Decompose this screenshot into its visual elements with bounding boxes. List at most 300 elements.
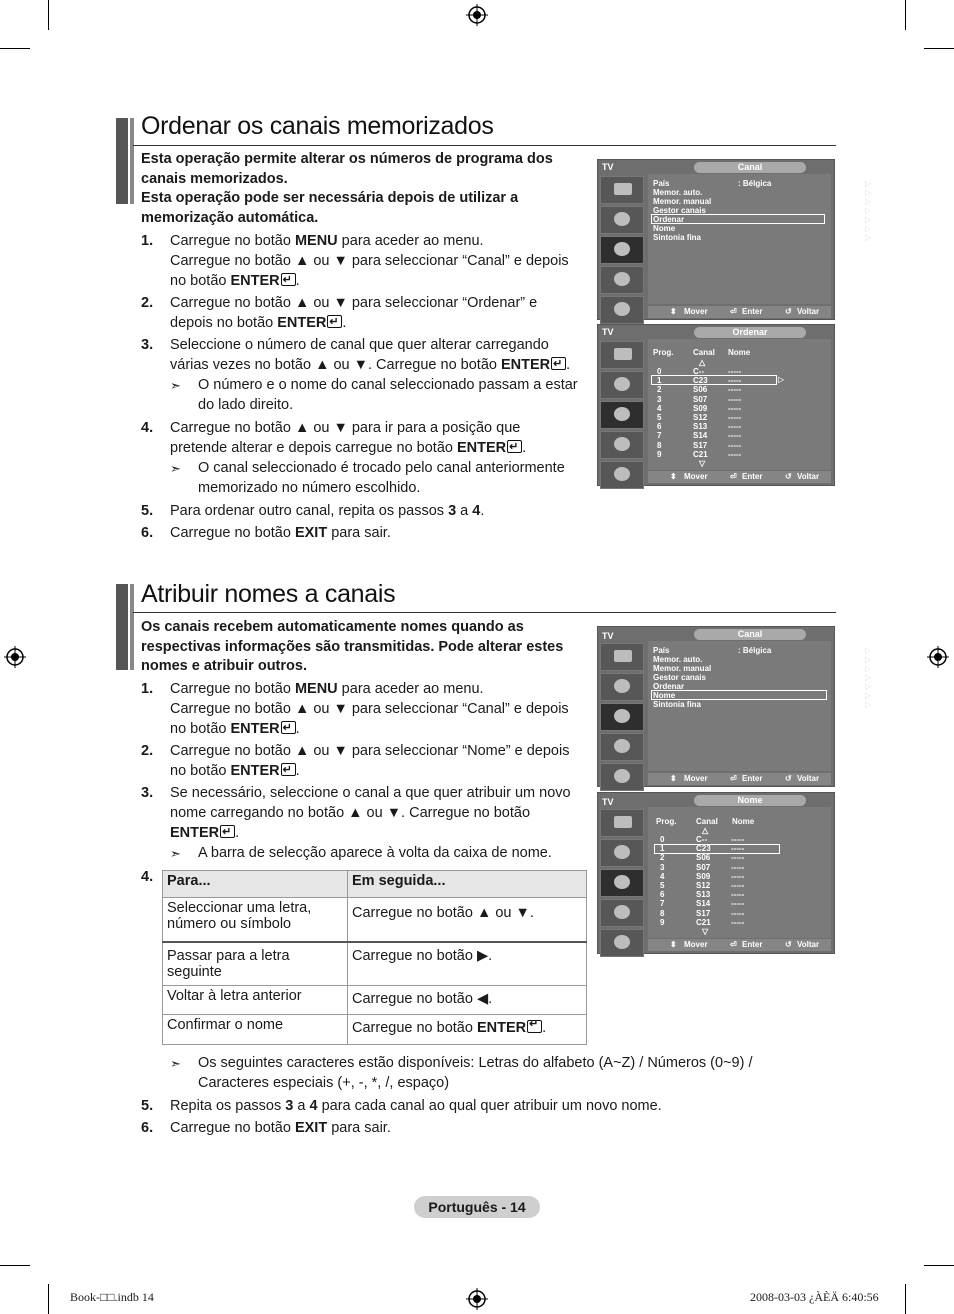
crop-mark <box>48 1284 49 1314</box>
channel-cell: 6 <box>657 422 662 432</box>
section-intro <box>141 618 581 677</box>
crop-mark <box>924 1265 954 1266</box>
note <box>170 459 590 499</box>
setup-icon <box>600 899 644 927</box>
channel-cell: S09 <box>693 403 708 413</box>
channel-icon <box>600 401 644 429</box>
tv-label: TV <box>602 327 614 337</box>
menu-sidebar <box>600 809 646 959</box>
return-icon: ↺ <box>785 307 792 316</box>
footer-enter: Enter <box>742 472 763 481</box>
step-text: Para ordenar outro canal, repita os passos <box>170 503 449 519</box>
note-arrow-icon: ➣ <box>170 1056 181 1071</box>
step-number: 1. <box>141 681 154 697</box>
registration-mark-icon <box>927 646 949 668</box>
channel-cell: S09 <box>696 871 711 881</box>
channel-cell: 9 <box>660 917 665 927</box>
menu-footer <box>648 306 831 318</box>
menu-item: Ordenar <box>653 215 685 224</box>
tv-menu-ordenar <box>597 324 835 486</box>
step-number: 2. <box>141 295 154 311</box>
crop-mark <box>0 48 30 49</box>
key-name: ENTER <box>277 315 327 331</box>
step-text: Repita os passos <box>170 1098 286 1114</box>
table-row <box>163 898 587 942</box>
footer-back: Voltar <box>797 774 820 783</box>
footer-back: Voltar <box>797 307 820 316</box>
input-icon <box>600 296 644 324</box>
step-text: para sair. <box>327 1120 391 1136</box>
step-text: para aceder ao menu. <box>337 681 484 697</box>
menu-title: Ordenar <box>694 327 806 338</box>
menu-footer <box>648 939 831 951</box>
step-4 <box>141 867 161 887</box>
section-title: Ordenar os canais memorizados <box>141 112 494 140</box>
menu-footer <box>648 471 831 483</box>
cell-text: Carregue no botão <box>352 1020 477 1036</box>
arrow-right-icon: ▷ <box>865 682 872 691</box>
key-name: ENTER <box>500 357 551 373</box>
arrow-right-icon: ▷ <box>865 188 872 197</box>
enter-icon <box>220 825 235 838</box>
step-text: várias vezes no botão ▲ ou ▼. Carregue no botão <box>170 357 501 373</box>
channel-cell: 6 <box>660 890 665 900</box>
menu-sidebar <box>600 341 646 491</box>
channel-cell: S14 <box>696 899 711 909</box>
step-text: pretende alterar e depois carregue no botão <box>170 440 457 456</box>
footer-enter: Enter <box>742 774 763 783</box>
step-text: a <box>456 503 473 519</box>
note <box>170 1054 770 1094</box>
step-1: 1. Carregue no botão MENU para aceder ao menu. Carregue no botão ▲ ou ▼ para seleccionar “Canal” e depois no botão ENTER↵ . <box>141 679 591 739</box>
channel-cell: S06 <box>696 853 711 863</box>
move-icon: ⬍ <box>670 940 677 949</box>
step-6 <box>141 1118 591 1138</box>
menu-sidebar <box>600 176 646 326</box>
enter-icon: ⏎ <box>730 940 737 949</box>
note-arrow-icon: ➣ <box>170 461 181 476</box>
channel-cell: 5 <box>660 881 665 890</box>
channel-cell: ----- <box>728 422 742 432</box>
step-text: nome carregando no botão ▲ ou ▼. Carregue no botão <box>170 805 531 821</box>
menu-list <box>648 641 872 771</box>
move-icon: ⬍ <box>670 307 677 316</box>
channel-cell: 9 <box>657 449 662 459</box>
table-row <box>163 1015 587 1045</box>
enter-icon <box>527 1020 542 1033</box>
arrow-right-icon: ▷ <box>865 215 872 224</box>
picture-icon <box>600 341 644 369</box>
arrow-right-icon: ▷ <box>865 233 872 242</box>
enter-icon <box>281 273 296 286</box>
table-header-row <box>163 871 587 898</box>
selection-highlight <box>651 375 777 385</box>
channel-cell: ----- <box>731 862 745 872</box>
note-text: Os seguintes caracteres estão disponíveis: Letras do alfabeto (A~Z) / Números (0~9) / Caracteres especiais (+, -, *, /, espaço) <box>198 1055 753 1091</box>
channel-cell: S13 <box>696 890 711 900</box>
sound-icon <box>600 206 644 234</box>
column-header: Prog. <box>656 817 677 826</box>
channel-cell: 2 <box>657 385 662 395</box>
enter-icon: ⏎ <box>730 472 737 481</box>
selection-highlight <box>651 214 825 224</box>
column-header: Nome <box>728 348 751 357</box>
footer-back: Voltar <box>797 472 820 481</box>
arrow-right-icon: ▷ <box>865 700 872 709</box>
crop-mark <box>48 0 49 30</box>
channel-cell: ----- <box>728 431 742 441</box>
table-header: Em seguida... <box>348 871 587 898</box>
menu-title: Canal <box>694 629 806 640</box>
input-icon <box>600 929 644 957</box>
step-3: 3. Seleccione o número de canal que quer alterar carregando várias vezes no botão ▲ ou ▼. Carregue no botão ENTER↵ . <box>141 335 591 375</box>
channel-list <box>648 339 831 470</box>
enter-icon <box>281 721 296 734</box>
step-number: 4. <box>141 869 154 885</box>
key-name: ENTER <box>170 825 220 841</box>
arrow-right-icon: ▷ <box>865 673 872 682</box>
footer-enter: Enter <box>742 307 763 316</box>
step-2: 2. Carregue no botão ▲ ou ▼ para seleccionar “Nome” e depois no botão ENTER↵ . <box>141 741 591 781</box>
section-intro <box>141 150 581 228</box>
step-text: para sair. <box>327 525 391 541</box>
tv-label: TV <box>602 162 614 172</box>
selection-highlight <box>651 690 827 700</box>
key-name: MENU <box>294 681 338 697</box>
step-6 <box>141 523 591 543</box>
channel-cell: C-- <box>693 367 705 376</box>
step-text: para aceder ao menu. <box>337 233 484 249</box>
channel-cell: S12 <box>693 413 708 422</box>
table-cell: Passar para a letra seguinte <box>163 942 348 986</box>
arrow-right-icon: ▷ <box>865 224 872 233</box>
step-2: 2. Carregue no botão ▲ ou ▼ para seleccionar “Ordenar” e depois no botão ENTER↵ . <box>141 293 591 333</box>
arrow-right-icon: ▷ <box>865 206 872 215</box>
channel-cell: C23 <box>696 844 711 854</box>
step-number: 4. <box>141 420 154 436</box>
registration-mark-icon <box>4 646 26 668</box>
channel-cell: C-- <box>696 835 708 844</box>
step-ref: 3 <box>448 503 457 519</box>
sound-icon <box>600 371 644 399</box>
menu-footer <box>648 773 831 785</box>
channel-cell: S07 <box>693 394 708 404</box>
menu-item: Sintonia fina <box>653 700 701 709</box>
column-header: Canal <box>693 348 715 357</box>
footer-move: Mover <box>684 472 708 481</box>
return-icon: ↺ <box>785 472 792 481</box>
channel-cell: 4 <box>657 403 662 413</box>
step-4: 4. Carregue no botão ▲ ou ▼ para ir para a posição que pretende alterar e depois carregue no botão ENTER↵ . <box>141 418 591 458</box>
channel-cell: ----- <box>731 917 745 927</box>
menu-item: Gestor canais <box>653 206 706 215</box>
step-text: Carregue no botão ▲ ou ▼ para seleccionar “Ordenar” e <box>170 295 538 311</box>
step-text: Carregue no botão <box>170 525 295 541</box>
step-number: 5. <box>141 503 154 519</box>
channel-cell: ----- <box>731 871 745 881</box>
channel-cell: ----- <box>728 385 742 395</box>
intro-paragraph: Esta operação permite alterar os números de programa dos canais memorizados. <box>141 151 553 187</box>
section-accent-bar <box>116 584 128 670</box>
note-text: O número e o nome do canal seleccionado passam a estar do lado direito. <box>198 377 578 413</box>
note-arrow-icon: ➣ <box>170 378 181 393</box>
arrow-right-icon: ▷ <box>865 691 872 700</box>
step-text: Carregue no botão ▲ ou ▼ para seleccionar “Nome” e depois <box>170 743 570 759</box>
return-icon: ↺ <box>785 940 792 949</box>
table-cell: Voltar à letra anterior <box>163 986 348 1015</box>
enter-icon <box>551 357 566 370</box>
channel-list <box>648 807 831 938</box>
menu-item: Nome <box>653 224 676 233</box>
channel-cell: 3 <box>657 394 662 404</box>
step-3: 3. Se necessário, seleccione o canal a que quer atribuir um novo nome carregando no botão ▲ ou ▼. Carregue no botão ENTER↵ . <box>141 783 591 843</box>
arrow-right-icon: ▷ <box>778 375 785 384</box>
column-header: Nome <box>732 817 755 826</box>
table-cell: Carregue no botão ENTER↵ . <box>348 1015 587 1045</box>
setup-icon <box>600 266 644 294</box>
menu-value: : Bélgica <box>738 179 772 188</box>
menu-item: Gestor canais <box>653 673 706 682</box>
section-rule <box>133 612 836 613</box>
arrow-right-icon: ▷ <box>865 179 872 188</box>
naming-table <box>162 870 587 1045</box>
channel-cell: 8 <box>660 908 665 918</box>
menu-item: País <box>653 179 670 188</box>
channel-cell: ----- <box>728 413 742 422</box>
channel-cell: 2 <box>660 853 665 863</box>
scroll-down-icon: ▽ <box>702 927 709 936</box>
sound-icon <box>600 673 644 701</box>
step-text: Carregue no botão <box>170 233 295 249</box>
key-name: EXIT <box>294 1120 328 1136</box>
channel-cell: ----- <box>728 403 742 413</box>
channel-cell: ----- <box>731 899 745 909</box>
menu-value: : Bélgica <box>738 646 772 655</box>
arrow-right-icon: ▷ <box>865 646 872 655</box>
channel-icon <box>600 703 644 731</box>
channel-cell: ----- <box>731 844 745 854</box>
move-icon: ⬍ <box>670 774 677 783</box>
step-text: Carregue no botão <box>170 681 295 697</box>
input-icon <box>600 763 644 791</box>
channel-cell: ----- <box>728 394 742 404</box>
footer-move: Mover <box>684 774 708 783</box>
tv-menu-canal-nome <box>597 626 872 787</box>
channel-cell: 8 <box>657 440 662 450</box>
column-header: Canal <box>696 817 718 826</box>
channel-cell: 5 <box>657 413 662 422</box>
menu-item: Memor. manual <box>653 197 712 206</box>
enter-icon: ⏎ <box>730 307 737 316</box>
table-cell: Seleccionar uma letra, número ou símbolo <box>163 898 348 942</box>
scroll-up-icon: △ <box>702 826 709 835</box>
channel-cell: 0 <box>657 367 662 376</box>
step-1: 1. Carregue no botão MENU para aceder ao menu. Carregue no botão ▲ ou ▼ para seleccionar “Canal” e depois no botão ENTER↵ . <box>141 231 591 291</box>
menu-item: Memor. manual <box>653 664 712 673</box>
channel-cell: 3 <box>660 862 665 872</box>
channel-cell: ----- <box>728 367 742 376</box>
step-ref: 4 <box>472 503 481 519</box>
footer-enter: Enter <box>742 940 763 949</box>
scroll-down-icon: ▽ <box>699 459 706 468</box>
arrow-right-icon: ▷ <box>865 655 872 664</box>
step-5 <box>141 501 591 521</box>
footer-move: Mover <box>684 940 708 949</box>
step-number: 3. <box>141 785 154 801</box>
enter-icon <box>327 315 342 328</box>
key-name: EXIT <box>294 525 328 541</box>
channel-cell: ----- <box>728 449 742 459</box>
channel-cell: C21 <box>696 917 711 927</box>
step-text: Carregue no botão ▲ ou ▼ para seleccionar “Canal” e depois <box>170 253 569 269</box>
key-name: ENTER <box>230 273 280 289</box>
scroll-up-icon: △ <box>699 358 706 367</box>
channel-cell: S13 <box>693 422 708 432</box>
channel-cell: C23 <box>693 376 708 386</box>
step-number: 3. <box>141 337 154 353</box>
tv-menu-canal-ordenar <box>597 159 872 320</box>
channel-cell: ----- <box>728 376 742 386</box>
step-text: no botão <box>170 273 231 289</box>
section-title: Atribuir nomes a canais <box>141 580 396 608</box>
menu-title: Nome <box>694 795 806 806</box>
note <box>170 844 590 864</box>
key-name: ENTER <box>456 440 507 456</box>
channel-cell: S17 <box>693 440 708 450</box>
print-footer-left: Book-□□.indb 14 <box>70 1290 154 1304</box>
step-number: 6. <box>141 525 154 541</box>
channel-cell: 0 <box>660 835 665 844</box>
channel-icon <box>600 236 644 264</box>
input-icon <box>600 461 644 489</box>
tv-label: TV <box>602 631 614 641</box>
channel-cell: S07 <box>696 862 711 872</box>
step-number: 5. <box>141 1098 154 1114</box>
table-row <box>163 986 587 1015</box>
registration-mark-icon <box>466 1288 488 1310</box>
channel-icon <box>600 869 644 897</box>
step-number: 2. <box>141 743 154 759</box>
menu-item: País <box>653 646 670 655</box>
table-cell: Carregue no botão ▶. <box>348 942 587 986</box>
channel-cell: 4 <box>660 871 665 881</box>
intro-paragraph: Esta operação pode ser necessária depois de utilizar a memorização automática. <box>141 190 519 226</box>
step-5 <box>141 1096 761 1116</box>
key-name: ENTER <box>230 721 280 737</box>
menu-item: Nome <box>653 691 676 700</box>
channel-cell: ----- <box>731 835 745 844</box>
step-text: Carregue no botão ▲ ou ▼ para seleccionar “Canal” e depois <box>170 701 569 717</box>
menu-item: Memor. auto. <box>653 188 703 197</box>
print-footer-right: 2008-03-03 ¿ÀÈÄ 6:40:56 <box>750 1290 879 1304</box>
return-icon: ↺ <box>785 774 792 783</box>
step-number: 6. <box>141 1120 154 1136</box>
step-text: Seleccione o número de canal que quer alterar carregando <box>170 337 549 353</box>
column-header: Prog. <box>653 348 674 357</box>
channel-cell: 7 <box>657 431 662 441</box>
channel-cell: 7 <box>660 899 665 909</box>
channel-cell: ----- <box>731 881 745 890</box>
table-cell: Carregue no botão ▲ ou ▼. <box>348 898 587 942</box>
step-text: depois no botão <box>170 315 278 331</box>
channel-cell: S06 <box>693 385 708 395</box>
setup-icon <box>600 431 644 459</box>
step-text: . <box>480 503 485 519</box>
note-text: A barra de selecção aparece à volta da caixa de nome. <box>198 845 552 861</box>
menu-item: Memor. auto. <box>653 655 703 664</box>
sound-icon <box>600 839 644 867</box>
footer-back: Voltar <box>797 940 820 949</box>
setup-icon <box>600 733 644 761</box>
intro-paragraph: Os canais recebem automaticamente nomes quando as respectivas informações são transmitidas. Pode alterar estes nomes e atribuir outros. <box>141 619 564 674</box>
step-text: para cada canal ao qual quer atribuir um novo nome. <box>317 1098 662 1114</box>
channel-cell: ----- <box>728 440 742 450</box>
enter-icon <box>281 763 296 776</box>
menu-item: Sintonia fina <box>653 233 701 242</box>
selection-highlight <box>654 844 780 854</box>
key-name: ENTER <box>230 763 280 779</box>
step-ref: 3 <box>285 1098 294 1114</box>
page-number-badge: Português - 14 <box>414 1196 540 1218</box>
crop-mark <box>905 0 906 30</box>
channel-cell: 1 <box>657 376 662 386</box>
note-text: O canal seleccionado é trocado pelo canal anteriormente memorizado no número escolhido. <box>198 460 565 496</box>
channel-cell: S17 <box>696 908 711 918</box>
step-text: no botão <box>170 763 231 779</box>
menu-sidebar <box>600 643 646 793</box>
channel-cell: ----- <box>731 890 745 900</box>
step-text: Se necessário, seleccione o canal a que quer atribuir um novo <box>170 785 571 801</box>
footer-move: Mover <box>684 307 708 316</box>
channel-cell: ----- <box>731 853 745 863</box>
note <box>170 376 590 416</box>
arrow-right-icon: ▷ <box>865 197 872 206</box>
key-name: ENTER <box>476 1020 527 1036</box>
picture-icon <box>600 809 644 837</box>
table-cell: Carregue no botão ◀. <box>348 986 587 1015</box>
section-accent-bar <box>116 118 128 204</box>
crop-mark <box>905 1284 906 1314</box>
key-name: MENU <box>294 233 338 249</box>
step-ref: 4 <box>309 1098 318 1114</box>
tv-menu-nome <box>597 792 835 954</box>
menu-title: Canal <box>694 162 806 173</box>
section-rule <box>133 145 836 146</box>
step-number: 1. <box>141 233 154 249</box>
step-text: Carregue no botão ▲ ou ▼ para ir para a posição que <box>170 420 521 436</box>
arrow-right-icon: ▷ <box>865 664 872 673</box>
step-text: a <box>293 1098 310 1114</box>
channel-cell: ----- <box>731 908 745 918</box>
menu-item: Ordenar <box>653 682 685 691</box>
registration-mark-icon <box>466 4 488 26</box>
step-text: no botão <box>170 721 231 737</box>
enter-icon: ⏎ <box>730 774 737 783</box>
step-text: Carregue no botão <box>170 1120 295 1136</box>
note-arrow-icon: ➣ <box>170 846 181 861</box>
table-row <box>163 942 587 986</box>
channel-cell: 1 <box>660 844 665 854</box>
picture-icon <box>600 176 644 204</box>
table-header: Para... <box>163 871 348 898</box>
channel-cell: S12 <box>696 881 711 890</box>
picture-icon <box>600 643 644 671</box>
crop-mark <box>0 1265 30 1266</box>
move-icon: ⬍ <box>670 472 677 481</box>
channel-cell: C21 <box>693 449 708 459</box>
crop-mark <box>924 48 954 49</box>
menu-list <box>648 174 872 304</box>
